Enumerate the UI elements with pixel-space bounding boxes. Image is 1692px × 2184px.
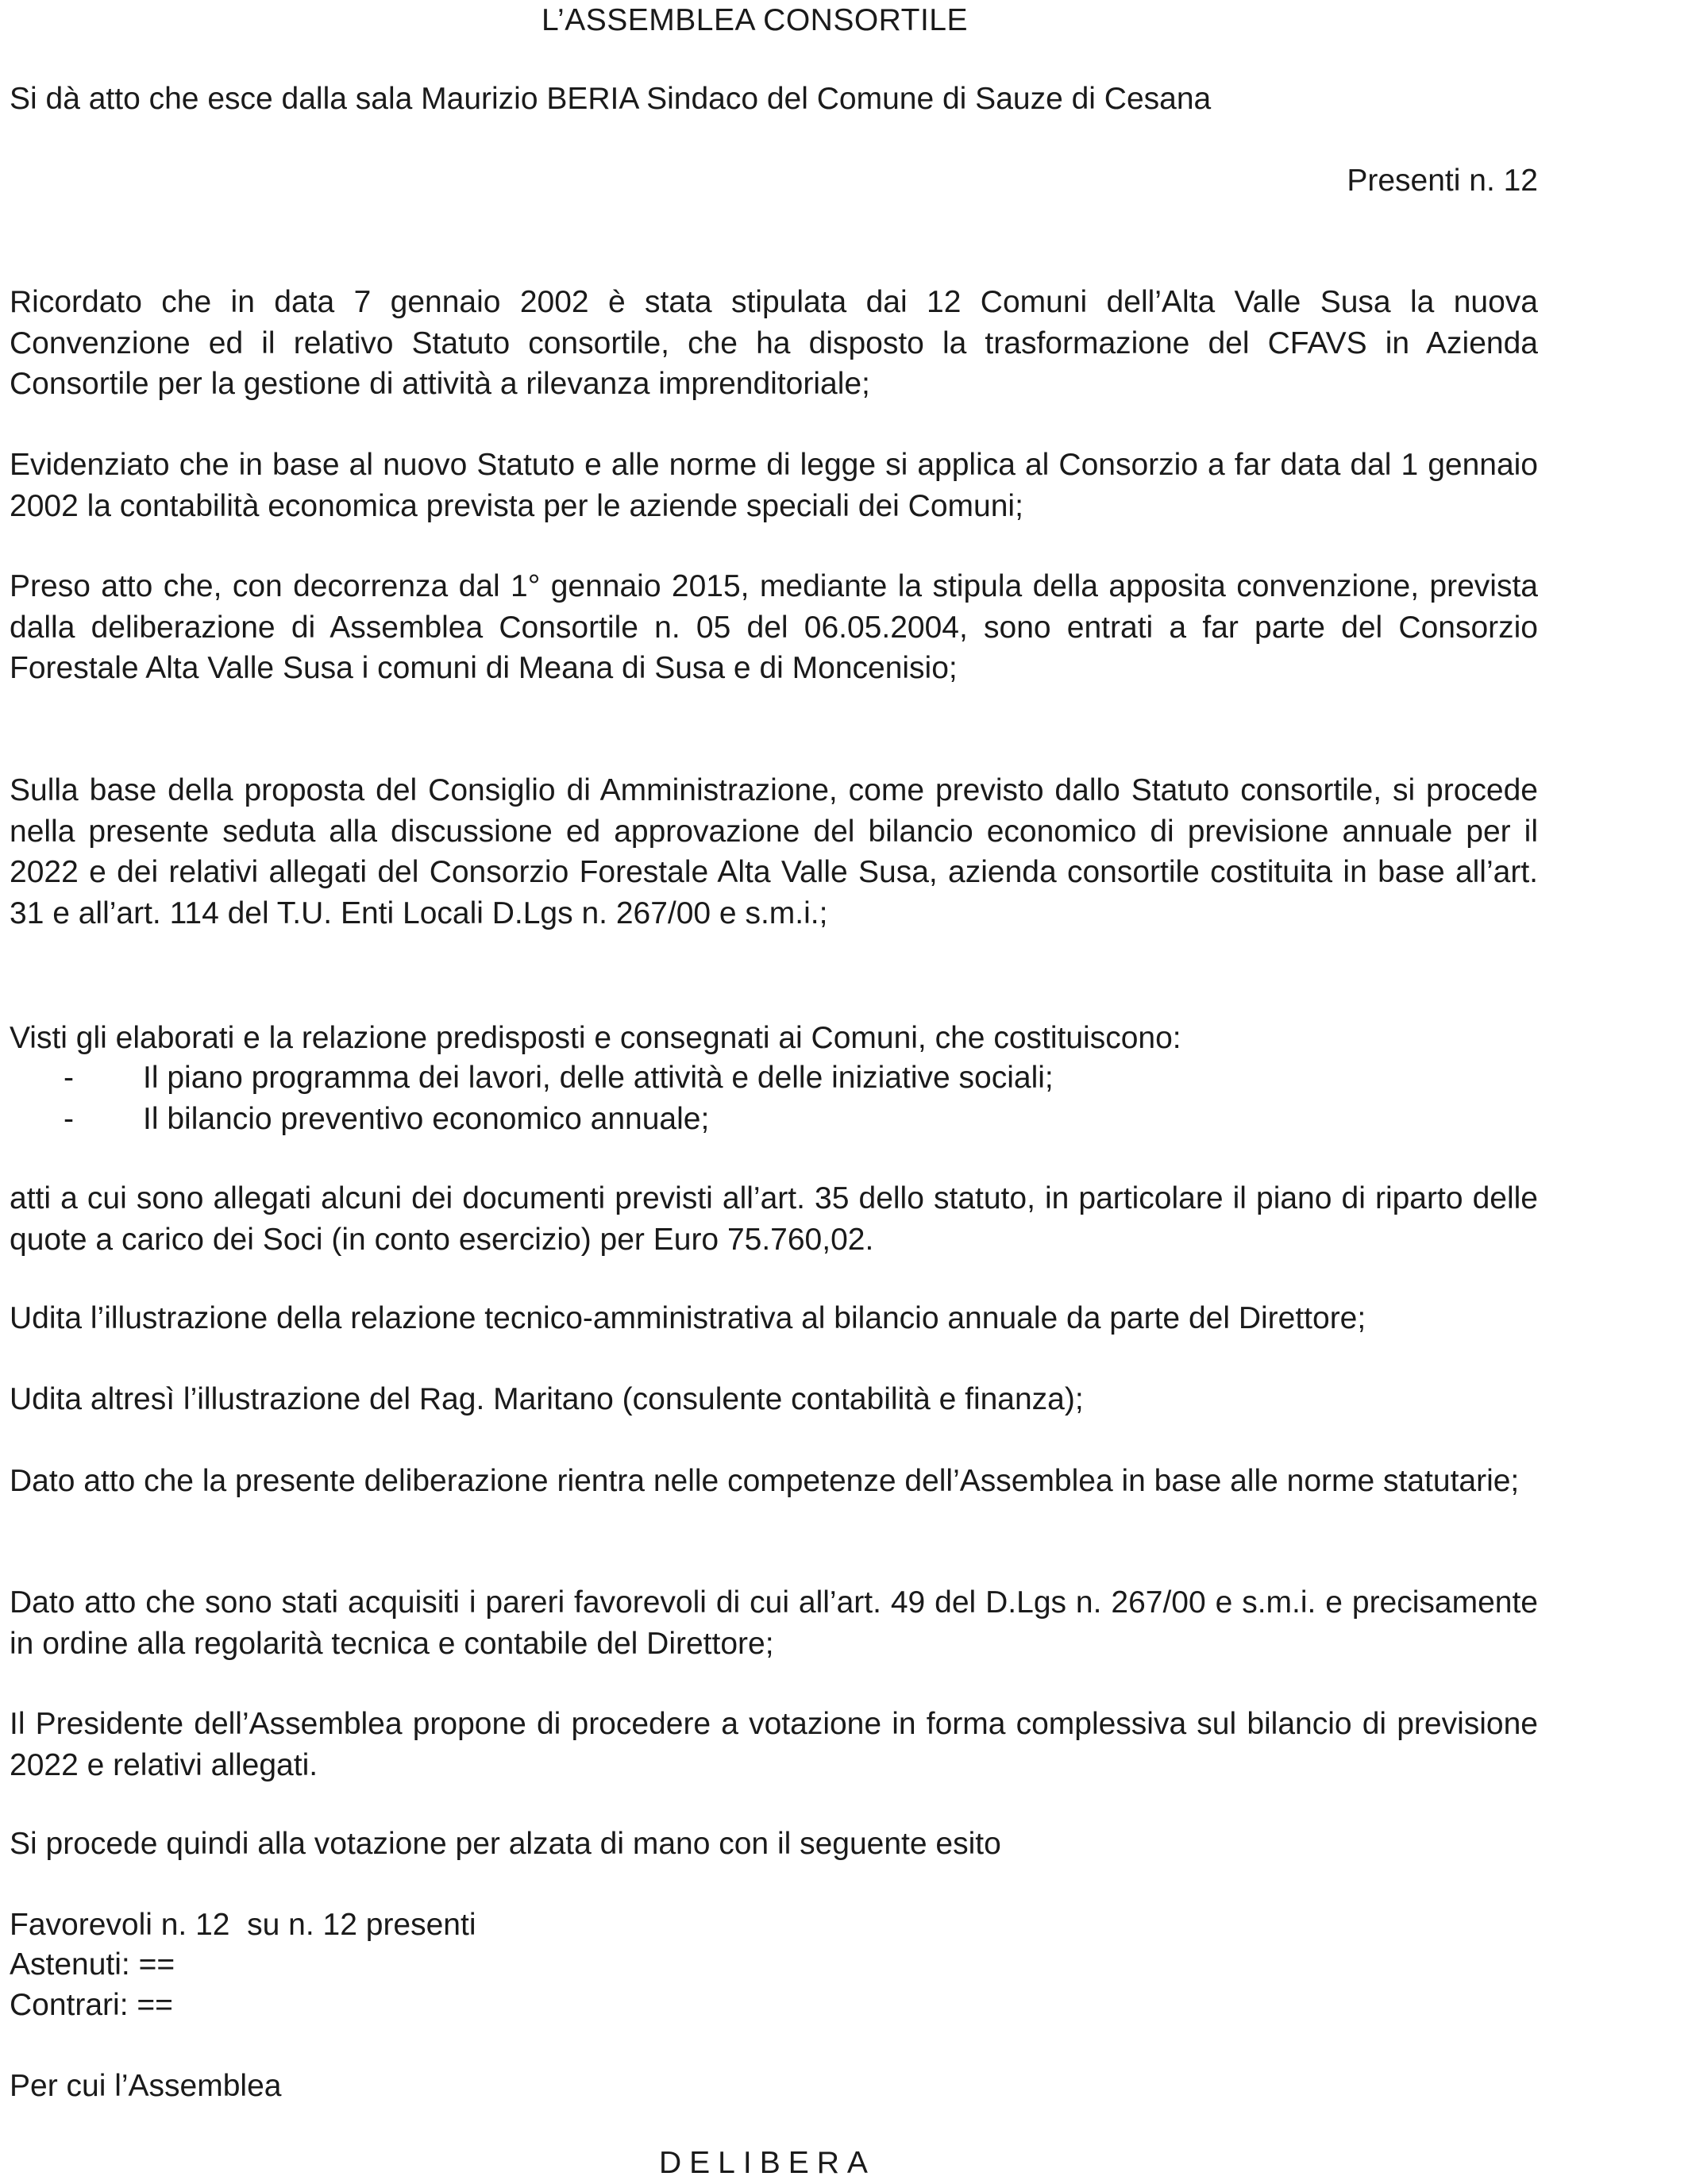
paragraph-evidenziato: Evidenziato che in base al nuovo Statuto e alle norme di legge si applica al Consorzio a far data dal 1 gennaio 2002 la contabilità economica prevista per le aziende speciali dei Comuni; [10, 448, 1538, 523]
document-list [10, 1057, 1518, 1139]
list-item [10, 1099, 1518, 1140]
paragraph-sulla-base: Sulla base della proposta del Consiglio di Amministrazione, come previsto dallo Statuto consortile, si procede nella presente seduta alla discussione ed approvazione del bilancio economico di previsione annuale per il 2022 e dei relativi allegati del Consorzio Forestale Alta Valle Susa, azienda consortile costituita in base all’art. 31 e all’art. 114 del T.U. Enti Locali D.Lgs n. 267/00 e s.m.i.; [10, 773, 1538, 930]
paragraph-competenze: Dato atto che la presente deliberazione rientra nelle competenze dell’Assemblea in base alle norme statutarie; [10, 1464, 1520, 1498]
paragraph-udita-maritano: Udita altresì l’illustrazione del Rag. Maritano (consulente contabilità e finanza); [10, 1382, 1084, 1416]
exit-note: Si dà atto che esce dalla sala Maurizio BERIA Sindaco del Comune di Sauze di Cesana [10, 82, 1212, 116]
page-title: L’ASSEMBLEA CONSORTILE [542, 3, 968, 37]
bullet-dash: - [64, 1061, 74, 1095]
paragraph-votazione: Si procede quindi alla votazione per alzata di mano con il seguente esito [10, 1827, 1001, 1861]
closing-per-cui: Per cui l’Assemblea [10, 2069, 282, 2103]
paragraph-ricordato: Ricordato che in data 7 gennaio 2002 è stata stipulata dai 12 Comuni dell’Alta Valle Susa la nuova Convenzione ed il relativo Statuto consortile, che ha disposto la trasformazione del CFAVS in Azienda Consortile per la gestione di attività a rilevanza imprenditoriale; [10, 285, 1538, 401]
list-item-text: Il piano programma dei lavori, delle attività e delle iniziative sociali; [143, 1061, 1054, 1095]
present-count: Presenti n. 12 [1347, 164, 1538, 198]
list-item-text: Il bilancio preventivo economico annuale; [143, 1101, 710, 1136]
delibera-heading: DELIBERA [659, 2146, 876, 2180]
list-item [10, 1057, 1518, 1099]
paragraph-presidente: Il Presidente dell’Assemblea propone di procedere a votazione in forma complessiva sul bilancio di previsione 2022 e relativi allegati. [10, 1707, 1538, 1782]
paragraph-preso-atto: Preso atto che, con decorrenza dal 1° gennaio 2015, mediante la stipula della apposita convenzione, prevista dalla deliberazione di Assemblea Consortile n. 05 del 06.05.2004, sono entrati a far parte del Consorzio Forestale Alta Valle Susa i comuni di Meana di Susa e di Moncenisio; [10, 569, 1538, 685]
document-page [10, 0, 1538, 2184]
vote-astenuti: Astenuti: == [10, 1947, 175, 1982]
bullet-dash: - [64, 1101, 74, 1136]
paragraph-atti: atti a cui sono allegati alcuni dei documenti previsti all’art. 35 dello statuto, in particolare il piano di riparto delle quote a carico dei Soci (in conto esercizio) per Euro 75.760,02. [10, 1181, 1538, 1257]
vote-contrari: Contrari: == [10, 1988, 173, 2022]
paragraph-pareri: Dato atto che sono stati acquisiti i pareri favorevoli di cui all’art. 49 del D.Lgs n. 267/00 e s.m.i. e precisamente in ordine alla regolarità tecnica e contabile del Direttore; [10, 1585, 1538, 1661]
vote-favorevoli: Favorevoli n. 12 su n. 12 presenti [10, 1908, 476, 1942]
paragraph-visti: Visti gli elaborati e la relazione predisposti e consegnati ai Comuni, che costituiscono: [10, 1021, 1181, 1055]
paragraph-udita-relazione: Udita l’illustrazione della relazione tecnico-amministrativa al bilancio annuale da parte del Direttore; [10, 1301, 1366, 1335]
